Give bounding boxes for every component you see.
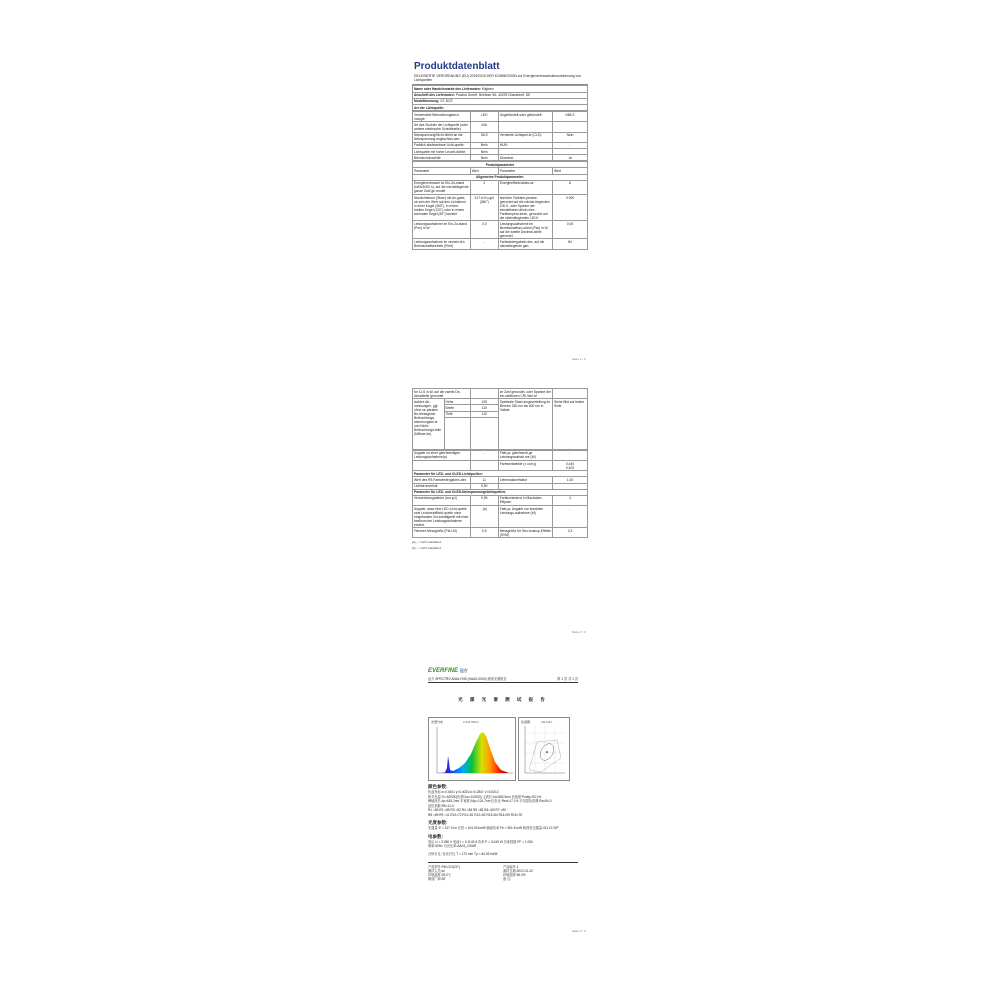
table-cell: -(a) (470, 506, 498, 528)
test-report-page (428, 668, 578, 881)
table-cell: ze Zahl gerundet, oder Spanne der ein-stellbaren CRI-Wer-te (499, 389, 551, 398)
table-row (413, 506, 588, 528)
table-cell: Leistungsaufnahme im Ein-Zu-stand (Pon) in W (413, 221, 471, 239)
table-cell: Nein (470, 142, 498, 148)
table-cell: LED (470, 112, 498, 122)
light-source-type-table (412, 111, 588, 161)
table-row (413, 528, 588, 538)
dimension-name: Breite (444, 405, 470, 411)
table-cell (470, 389, 498, 399)
chart-subtitle: λ=445 780nm (463, 721, 479, 724)
dimension-value: 110 (470, 411, 498, 417)
table-cell: Falls ja, Angabe zur ersetzten Leistungs-aufnahme (W) (498, 506, 552, 528)
report-footer (428, 862, 578, 881)
table-cell: Falls ja, gleichwerti-ge Leistungsaufnah-me (W) (498, 450, 552, 460)
color-params (428, 790, 578, 817)
table-row (413, 122, 588, 132)
footer-field: 产品编号:1 (503, 865, 519, 869)
regulation-intro: DELEGIERTE VERORDNUNG (EU) 2019/2015 DER KOMMISSION zur Energieverbrauchskennzeichnung von Lichtquellen (412, 74, 588, 85)
dimension-value: 105 (470, 399, 498, 405)
table-cell: Messgröße für Stro-boskop-Effekte (SVM) (499, 528, 551, 537)
table-row (413, 180, 588, 194)
chromaticity-chart (518, 717, 570, 781)
electrical-params (428, 840, 578, 849)
color-param-line: 显色指数:R9=11.0 (428, 803, 454, 808)
table-cell: 0,96 (470, 495, 498, 505)
table-cell: Nein (470, 155, 498, 161)
table-cell: Vernetzte Lichtquel-le (CLS): (498, 132, 552, 142)
datasheet-page-2 (412, 388, 588, 550)
table-cell: Blendschutzschild: (413, 155, 471, 161)
table-cell: NMLS (553, 112, 588, 122)
table-cell (553, 389, 588, 399)
supplier-name-row: Name oder Handelsmarke des Lieferanten: Klighten (413, 86, 588, 92)
photometric-heading: 光度参数: (428, 820, 448, 825)
table-cell: 0,5 (470, 528, 498, 538)
led-params-heading: Parameter für LED- und OLED-Lichtquellen: (413, 471, 588, 477)
color-point (546, 751, 548, 753)
dimension-name: Höhe (444, 399, 470, 405)
color-param-line: 峰值波长:λp=615.2nm 半宽度:Δλp=124.7nm 红色比:Red=17.1% 平均显色指数:Ra=84.0 (428, 799, 552, 803)
color-param-line: R8 =69 R9 =11 R10=72 R11=81 R12=62 R13=84 R14=95 R15=76 (428, 812, 522, 817)
page-title: Produktdatenblatt (414, 61, 500, 72)
rows-b-table (412, 450, 588, 539)
footer-field: 环境湿度:65.0% (503, 873, 526, 877)
footer-field: 测试日期:2022-01-22 (503, 869, 533, 873)
report-header-left: 远方 SPECTRO ANALYSIS (HAAS-2000) 测试光谱报告 (428, 677, 507, 681)
table-cell: Ja (553, 155, 588, 161)
table-row (413, 112, 588, 122)
header-cell: Wert (553, 168, 588, 174)
datasheet-page-1 (412, 60, 588, 250)
color-param-line: 相关色温:Tc=3000K(色差Duv=0.0053) 主波长:λd=583.5nm 色纯度:Purity=53.1% (428, 794, 542, 799)
electrical-heading: 电参数: (428, 833, 443, 839)
table-cell (553, 122, 588, 132)
table-cell: HUN: (498, 142, 552, 148)
header-cell: Parameter (498, 168, 552, 174)
table-cell: 0,90 (470, 483, 498, 489)
table-cell: - (470, 450, 498, 460)
table-cell: Nein (553, 132, 588, 142)
table-cell: 84 (553, 239, 588, 249)
table-cell: Lichtstromerhalt (413, 483, 471, 489)
header-cell: Wert (470, 168, 498, 174)
table-cell (470, 417, 498, 449)
table-cell: Energieeffizienzklas-se (498, 180, 552, 194)
footer-field: 测试人员:zz (428, 869, 445, 873)
footer-field: 环境温度:25.0℃ (428, 873, 452, 877)
table-cell: 0,3 (553, 528, 588, 538)
table-row (413, 389, 588, 399)
table-row (413, 195, 588, 221)
dimension-value: 110 (470, 405, 498, 411)
table-cell: Lebensdauerfaktor (498, 477, 552, 483)
table-row (413, 132, 588, 142)
dimension-name: Tiefe (444, 411, 470, 417)
photometric-params (428, 826, 578, 831)
table-cell: Lichtquelle mit hoher Leucht-dichte: (413, 148, 471, 154)
mains-params-heading: Parameter für LED- und OLED-Netzspannungslichtquellen: (413, 489, 588, 495)
color-param-line: 色品坐标:x=0.4401 y=0.4031/u'=0.2547 v'=0.5213 (428, 790, 499, 794)
footer-field: 制造厂商:NT (428, 877, 446, 881)
table-row (413, 399, 588, 405)
chart-title: 色度图 (521, 720, 531, 724)
table-cell (444, 417, 470, 449)
supplier-address-row: Anschrift des Lieferanten: Paolina GmbH, Breitestr 9A, 40239 Düsseldorf, DE (413, 92, 588, 98)
spectral-label: Spektrale Strah-lungsverteilung im Bereich 250 nm bis 800 nm in Vollast (498, 399, 552, 450)
table-cell (470, 460, 498, 470)
table-cell: Farbwertanteile (x und y) (498, 460, 552, 470)
table-cell (413, 460, 471, 470)
table-cell: Ungebündelt oder gebündelt: (498, 112, 552, 122)
table-cell: Leistungsaufnahme im vernetz-ten Bereitschaftsbetrieb (Pnet) (413, 239, 471, 249)
table-cell: Netzspannung/Nicht direkt an die Netzspannung angeschlos-sen: (413, 132, 471, 142)
table-cell: MLS (470, 132, 498, 142)
continued-table (412, 388, 588, 450)
table-cell: 317 in Ku-gel (360°) (470, 195, 498, 221)
model-row: Modellkennung: G7-DCE (413, 98, 588, 104)
product-params-heading: Produktparameter (413, 162, 588, 168)
misc-line: 白炽灯比: 参比灯比 T = 170 mm Tp = 84.09 lm/W (428, 851, 498, 856)
charts-row (428, 717, 578, 781)
table-cell: 2 (470, 180, 498, 194)
table-cell: Energieverbrauch im Ein-Zu-stand (kWh/1000 h), auf die nächstliegende ganze Zahl ge-rundet (414, 181, 469, 194)
table-cell: - (553, 142, 588, 148)
table-cell: Verschiebungsfaktor (cos φ1) (413, 495, 471, 505)
report-title: 光 源 光 谱 测 试 报 告 (458, 697, 548, 702)
table-row (413, 221, 588, 239)
chart-title: 光谱分布 (431, 720, 444, 724)
footnote: (a) „-“ nicht zutreffend. (412, 540, 442, 545)
brand-logo (428, 668, 578, 674)
table-cell: - (470, 239, 498, 249)
table-cell: Wert des R9-Farbwiedergabein-dex (413, 477, 471, 483)
electrical-line: 电压 U = 3.050 V 电流 I = 0.1149 A 功率 P = 3.045 W 功率因数 PF = 1.000 (428, 839, 533, 844)
table-cell: Art des Sockels der Lichtquelle (oder andere elektrische Schnittstelle) (413, 122, 471, 132)
page-number: Seite 1 / 3 (572, 357, 586, 361)
page-number: Seite 3 / 3 (572, 929, 586, 933)
table-cell: 0,00 (553, 221, 588, 239)
table-cell: N/A (470, 122, 498, 132)
table-cell: Farbwiedergabein-dex, auf die nächstliegende gan- (498, 239, 552, 249)
table-cell: Verwendete Beleuchtungstech-nologie: (413, 112, 471, 122)
table-cell: A (553, 180, 588, 194)
page-number: Seite 2 / 3 (572, 630, 586, 634)
product-parameters-table (412, 161, 588, 249)
table-cell: für CLS in W, auf die zweite De-zimalstelle gerundet (413, 389, 471, 399)
table-cell: Nein (470, 148, 498, 154)
table-cell: Flimmer-Messgröße (Pst LM) (413, 528, 471, 538)
table-row (413, 155, 588, 161)
dimensions-label: äußere Ab-messungen, ggf. ohne se-parates Be-triebsgerät, Beleuchtungs-steuerungstei-le und Nicht-Beleuchtungs-teile (Millime-ter) (413, 399, 445, 450)
table-row (413, 239, 588, 249)
spectrum-curve (441, 732, 509, 773)
table-cell: - (553, 506, 588, 528)
table-cell: Angabe zu einer gleichwertigen Leistungsaufnahme(a) (413, 450, 471, 460)
spectrum-chart (428, 717, 516, 781)
footer-field: 产品型号:PM-G10(G7) (428, 865, 460, 869)
spectral-value: Siehe Bild auf letzter Seite (553, 399, 588, 450)
brand-cn: 远方 (459, 668, 468, 673)
table-row (413, 460, 588, 470)
general-params-heading: Allgemeine Produktparameter: (413, 174, 588, 180)
table-cell: 4 (553, 495, 588, 505)
table-cell: - (553, 450, 588, 460)
brand-name: EVERFINE (428, 668, 459, 674)
table-cell: 11 (470, 477, 498, 483)
table-row (413, 450, 588, 460)
table-cell: ähnliche Farbtem-peratur, gerundet auf die nächst-liegenden 100 K, oder Spanne der einstellbaren ähnli-chen Farbtempera-turen, gerundet auf die nächstliegenden 100 K (498, 195, 552, 221)
electrical-line: 频率:50Hz 白光比率:AAS1_OSAR (428, 844, 477, 848)
table-cell (498, 122, 552, 132)
table-cell: Farbkonsistenz in MacAdam-Ellipsen (498, 495, 552, 505)
color-params-heading: 颜色参数: (428, 784, 448, 789)
photometric-line: 光通量 Φ = 317.0 lm 光效 = 104.09 lm/W 辐射功率 Fe = 961.8 mW 暗视觉光通量:411.13 S/P (428, 826, 559, 830)
table-cell: 0,3 (470, 221, 498, 239)
color-param-line: R1 =83 R2 =89 R3 =92 R4 =83 R5 =82 R6 =83 R7 =90 (428, 808, 506, 812)
table-cell: Leistungsaufnahme im Bereitschaftszu-stand (Psb) in W, auf die zweite Dezimal-stelle gerundet (498, 221, 552, 239)
table-cell: Farblich abstimmbare Licht-quelle: (413, 142, 471, 148)
table-cell: 1,00 (553, 477, 588, 483)
table-cell: Dimmbar: (498, 155, 552, 161)
report-header-right: 第 1 页 共 1 页 (557, 677, 578, 681)
table-cell: Angabe, dass eine LED-Licht-quelle eine Leuchtstofflicht-quelle ohne eingebautes Vor-schaltgerät mit einer bestimm-ten Leistungsaufnahme ersetzt. (414, 506, 469, 527)
header-cell: Parameter (413, 168, 471, 174)
footer-field: 备 注: (503, 877, 512, 881)
table-cell: Nutzlichtstrom (Φuse) mit An-gabe, ob sich der Wert auf den Lichtstrom in einer Kugel (360°), in einem breiten Kegel (120°) oder in einem schmalen Kegel (90°) bezieht (413, 195, 471, 221)
supplier-table (412, 85, 588, 111)
type-heading: Art der Lichtquelle: (413, 104, 588, 110)
table-cell: 0,440 0,403 (553, 460, 588, 470)
report-header (428, 676, 578, 683)
table-row (413, 495, 588, 505)
chart-subtitle: CIE 1931 (541, 721, 552, 724)
table-cell: 3 000 (553, 195, 588, 221)
footnote: (b) „-“ nicht zutreffend. (412, 546, 442, 551)
